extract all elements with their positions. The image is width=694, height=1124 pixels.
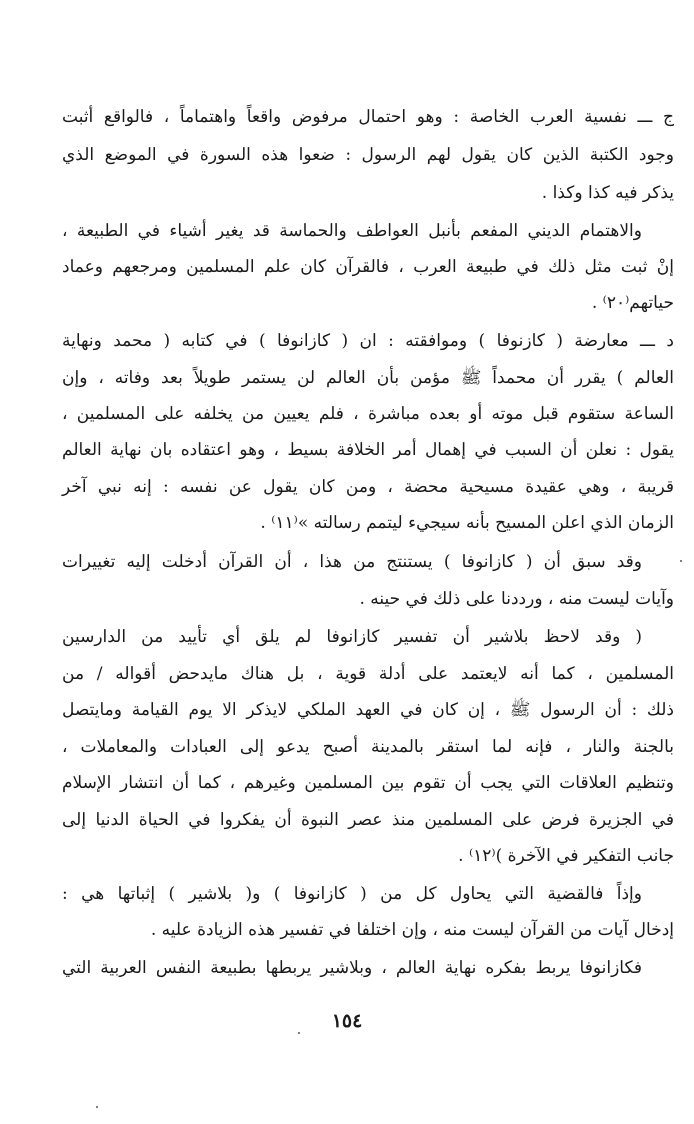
scan-speck <box>680 560 682 562</box>
text-line: د ـــ معارضة ( كازنوفا ) وموافقته : ان ( كازانوفا ) في كتابه ( محمد ونهاية <box>62 331 674 351</box>
text-line: المسلمين ، كما أنه لايعتمد على أدلة قوية ، بل هناك مايدحض أقواله / من <box>62 664 674 684</box>
text-line: جانب التفكير في الآخرة )⁽١٢⁾ . <box>458 846 674 866</box>
text-line: يقول : نعلن أن السبب في إهمال أمر الخلافة بسيط ، وهو اعتقاده بان نهاية العالم <box>62 440 674 460</box>
text-line: بالجنة والنار ، فإنه لما استقر بالمدينة أصبح يدعو إلى العبادات والمعاملات ، <box>62 737 674 757</box>
text-line: ج ـــ نفسية العرب الخاصة : وهو احتمال مرفوض واقعاً واهتماماً ، فالواقع أثبت <box>62 107 674 127</box>
text-line: في الجزيرة فرض على المسلمين منذ عصر النبوة أن يفكروا في الحياة الدنيا إلى <box>62 810 674 830</box>
text-line: إنْ ثبت مثل ذلك في طبيعة العرب ، فالقرآن كان علم المسلمين ومرجعهم وعماد <box>62 257 674 277</box>
text-line: فكازانوفا يربط بفكره نهاية العالم ، وبلاشير يربطها بطبيعة النفس العربية التي <box>62 958 642 978</box>
scan-speck <box>96 1106 98 1108</box>
text-line: ذلك : أن الرسول ﷺ ، إن كان في العهد الملكي لايذكر الا يوم القيامة ومايتصل <box>62 700 674 720</box>
text-line: الساعة ستقوم قبل موته أو بعده مباشرة ، فلم يعيين من يخلفه على المسلمين ، <box>62 404 674 424</box>
text-line: إدخال آيات من القرآن ليست منه ، وإن اختلفا في تفسير هذه الزيادة عليه . <box>150 920 674 940</box>
text-line: العالم ) يقرر أن محمداً ﷺ مؤمن بأن العالم لن يستمر طويلاً بعد وفاته ، وإن <box>62 368 674 388</box>
text-line: وجود الكتبة الذين كان يقول لهم الرسول : ضعوا هذه السورة في الموضع الذي <box>62 145 674 165</box>
text-line: وآيات ليست منه ، ورددنا على ذلك في حينه . <box>359 589 674 609</box>
text-line: يذكر فيه كذا وكذا . <box>541 183 674 203</box>
text-line: حياتهم⁽٢٠⁾ . <box>591 293 674 313</box>
text-line: وتنظيم العلاقات التي يجب أن تقوم بين المسلمين وغيرهم ، كما أن انتشار الإسلام <box>62 773 674 793</box>
text-line: وقد سبق أن ( كازانوفا ) يستنتج من هذا ، أن القرآن أدخلت إليه تغييرات <box>62 552 642 572</box>
scan-speck <box>298 1032 300 1034</box>
text-line: ( وقد لاحظ بلاشير أن تفسير كازانوفا لم يلق أي تأييد من الدارسين <box>62 627 642 647</box>
text-line: قريبة ، وهي عقيدة مسيحية محضة ، ومن كان يقول عن نفسه : إنه نبي آخر <box>62 477 674 497</box>
text-line: والاهتمام الديني المفعم بأنبل العواطف والحماسة قد يغير أشياء في الطبيعة ، <box>62 221 642 241</box>
text-line: الزمان الذي اعلن المسيح بأنه سيجيء ليتمم رسالته »⁽١١⁾ . <box>260 513 674 533</box>
text-line: وإذاً فالقضية التي يحاول كل من ( كازانوفا ) و( بلاشير ) إثباتها هي : <box>62 884 642 904</box>
page-number: ١٥٤ <box>331 1010 363 1032</box>
